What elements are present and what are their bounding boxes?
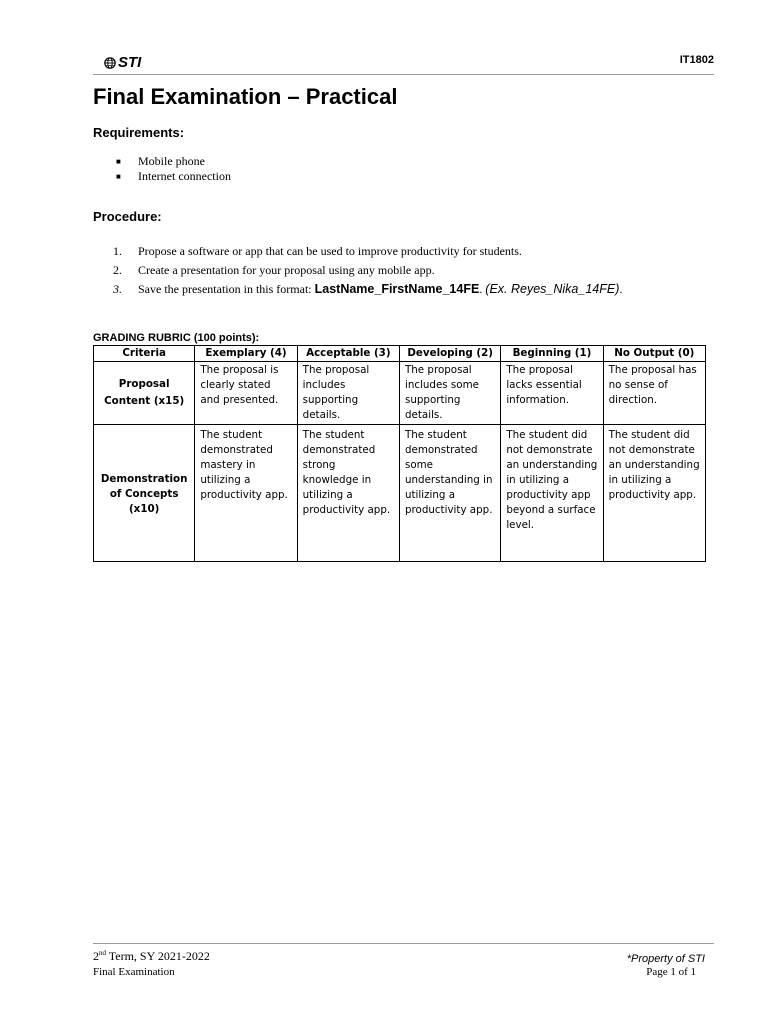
list-item (113, 281, 622, 300)
list-item (113, 243, 622, 262)
rubric-cell: The proposal includes some supporting details. (399, 362, 500, 425)
criteria-cell: Proposal Content (x15) (94, 362, 195, 425)
property-notice: *Property of STI (626, 953, 705, 965)
step-text: Save the presentation in this format: LastName_FirstName_14FE. (Ex. Reyes_Nika_14FE). (138, 282, 623, 296)
header-divider (93, 74, 714, 75)
bullet-icon: ■ (116, 172, 121, 181)
rubric-cell: The proposal is clearly stated and presented. (195, 362, 297, 425)
rubric-cell: The student did not demonstrate an understanding in utilizing a productivity app beyond a surface level. (501, 425, 603, 562)
file-name-example: (Ex. Reyes_Nika_14FE) (485, 282, 620, 296)
page-title: Final Examination – Practical (93, 84, 398, 109)
table-row (94, 362, 706, 425)
sti-logo (104, 54, 141, 71)
footer-exam-label: Final Examination (93, 966, 175, 978)
file-name-format: LastName_FirstName_14FE (314, 282, 480, 296)
step-number: 1. (113, 244, 122, 258)
step-text: Create a presentation for your proposal using any mobile app. (138, 263, 435, 277)
step-text: Propose a software or app that can be used to improve productivity for students. (138, 244, 522, 258)
rubric-cell: The proposal has no sense of direction. (603, 362, 705, 425)
column-header: Exemplary (4) (195, 346, 297, 362)
column-header: Developing (2) (399, 346, 500, 362)
procedure-list (113, 243, 622, 300)
rubric-cell: The proposal lacks essential information. (501, 362, 603, 425)
footer-term: 2nd Term, SY 2021-2022 (93, 949, 210, 963)
bullet-icon: ■ (116, 157, 121, 166)
list-item: ■ Mobile phone (116, 154, 205, 168)
list-item (113, 262, 622, 281)
rubric-cell: The student demonstrated mastery in utilizing a productivity app. (195, 425, 297, 562)
column-header: No Output (0) (603, 346, 705, 362)
globe-icon (104, 57, 116, 69)
requirements-heading: Requirements: (93, 125, 185, 140)
requirements-list (116, 154, 231, 184)
step-number: 2. (113, 263, 122, 277)
step-number: 3. (113, 282, 122, 296)
rubric-cell: The proposal includes supporting details. (297, 362, 399, 425)
column-header: Criteria (94, 346, 195, 362)
course-code: IT1802 (679, 54, 714, 66)
page-number: Page 1 of 1 (646, 966, 696, 978)
grading-rubric-table (93, 345, 706, 562)
rubric-cell: The student demonstrated strong knowledge in utilizing a productivity app. (297, 425, 399, 562)
criteria-cell: Demonstration of Concepts (x10) (94, 425, 195, 562)
column-header: Beginning (1) (501, 346, 603, 362)
footer-divider (93, 943, 714, 944)
list-item: ■ Internet connection (116, 169, 231, 183)
rubric-title: GRADING RUBRIC (100 points): (93, 332, 260, 344)
table-header-row (94, 346, 706, 362)
rubric-cell: The student did not demonstrate an understanding in utilizing a productivity app. (603, 425, 705, 562)
rubric-cell: The student demonstrated some understanding in utilizing a productivity app. (399, 425, 500, 562)
logo-text: STI (118, 54, 142, 71)
procedure-heading: Procedure: (93, 209, 162, 224)
table-row (94, 425, 706, 562)
column-header: Acceptable (3) (297, 346, 399, 362)
